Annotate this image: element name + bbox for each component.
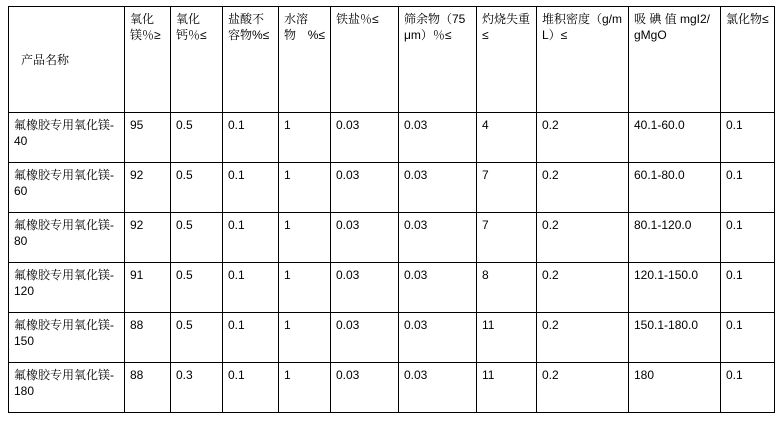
cell-sieve-residue: 0.03	[399, 113, 477, 163]
cell-bulk-density: 0.2	[537, 263, 629, 313]
cell-hcl-insoluble: 0.1	[223, 363, 279, 413]
cell-product-name: 氟橡胶专用氧化镁-40	[9, 113, 125, 163]
table-header	[9, 7, 775, 113]
cell-loss-on-ignition: 11	[477, 313, 537, 363]
cell-chloride: 0.1	[721, 313, 775, 363]
column-header-calcium-oxide: 氧化钙％≤	[171, 7, 223, 113]
cell-bulk-density: 0.2	[537, 113, 629, 163]
column-header-loss-on-ignition: 灼烧失重≤	[477, 7, 537, 113]
cell-loss-on-ignition: 4	[477, 113, 537, 163]
column-header-water-soluble: 水溶物%≤	[279, 7, 331, 113]
cell-product-name: 氟橡胶专用氧化镁-60	[9, 163, 125, 213]
table-row	[9, 363, 775, 413]
cell-water-soluble: 1	[279, 213, 331, 263]
table-row	[9, 263, 775, 313]
cell-loss-on-ignition: 8	[477, 263, 537, 313]
cell-iron-salt: 0.03	[331, 113, 399, 163]
column-header-sieve-residue: 筛余物（75μm）％≤	[399, 7, 477, 113]
column-header-hcl-insoluble: 盐酸不容物%≤	[223, 7, 279, 113]
cell-magnesium-oxide: 88	[125, 313, 171, 363]
cell-iron-salt: 0.03	[331, 363, 399, 413]
cell-chloride: 0.1	[721, 363, 775, 413]
cell-magnesium-oxide: 88	[125, 363, 171, 413]
cell-bulk-density: 0.2	[537, 163, 629, 213]
table-header-row	[9, 7, 775, 113]
cell-iodine-absorption: 80.1-120.0	[629, 213, 721, 263]
cell-hcl-insoluble: 0.1	[223, 313, 279, 363]
table-body	[9, 113, 775, 413]
cell-iodine-absorption: 180	[629, 363, 721, 413]
cell-iron-salt: 0.03	[331, 213, 399, 263]
cell-magnesium-oxide: 92	[125, 213, 171, 263]
cell-product-name: 氟橡胶专用氧化镁-150	[9, 313, 125, 363]
cell-calcium-oxide: 0.5	[171, 313, 223, 363]
cell-loss-on-ignition: 7	[477, 213, 537, 263]
cell-iodine-absorption: 150.1-180.0	[629, 313, 721, 363]
cell-bulk-density: 0.2	[537, 213, 629, 263]
specification-table	[8, 6, 775, 413]
cell-bulk-density: 0.2	[537, 363, 629, 413]
cell-product-name: 氟橡胶专用氧化镁-120	[9, 263, 125, 313]
cell-bulk-density: 0.2	[537, 313, 629, 363]
cell-sieve-residue: 0.03	[399, 213, 477, 263]
column-header-bulk-density: 堆积密度（g/mL）≤	[537, 7, 629, 113]
cell-water-soluble: 1	[279, 113, 331, 163]
cell-chloride: 0.1	[721, 213, 775, 263]
cell-hcl-insoluble: 0.1	[223, 163, 279, 213]
cell-magnesium-oxide: 95	[125, 113, 171, 163]
cell-loss-on-ignition: 11	[477, 363, 537, 413]
cell-iron-salt: 0.03	[331, 163, 399, 213]
cell-iodine-absorption: 120.1-150.0	[629, 263, 721, 313]
cell-water-soluble: 1	[279, 363, 331, 413]
cell-product-name: 氟橡胶专用氧化镁-180	[9, 363, 125, 413]
column-header-iron-salt: 铁盐％≤	[331, 7, 399, 113]
cell-sieve-residue: 0.03	[399, 263, 477, 313]
cell-magnesium-oxide: 91	[125, 263, 171, 313]
cell-water-soluble: 1	[279, 263, 331, 313]
cell-iodine-absorption: 40.1-60.0	[629, 113, 721, 163]
table-row	[9, 163, 775, 213]
cell-water-soluble: 1	[279, 163, 331, 213]
table-row	[9, 213, 775, 263]
cell-calcium-oxide: 0.5	[171, 113, 223, 163]
cell-sieve-residue: 0.03	[399, 313, 477, 363]
cell-calcium-oxide: 0.5	[171, 263, 223, 313]
cell-iron-salt: 0.03	[331, 263, 399, 313]
column-header-chloride: 氯化物≤	[721, 7, 775, 113]
cell-magnesium-oxide: 92	[125, 163, 171, 213]
cell-chloride: 0.1	[721, 113, 775, 163]
table-row	[9, 113, 775, 163]
cell-calcium-oxide: 0.5	[171, 163, 223, 213]
cell-loss-on-ignition: 7	[477, 163, 537, 213]
cell-water-soluble: 1	[279, 313, 331, 363]
cell-chloride: 0.1	[721, 163, 775, 213]
cell-hcl-insoluble: 0.1	[223, 213, 279, 263]
cell-calcium-oxide: 0.3	[171, 363, 223, 413]
cell-hcl-insoluble: 0.1	[223, 263, 279, 313]
cell-sieve-residue: 0.03	[399, 163, 477, 213]
cell-iron-salt: 0.03	[331, 313, 399, 363]
cell-chloride: 0.1	[721, 263, 775, 313]
column-header-magnesium-oxide: 氧化镁％≥	[125, 7, 171, 113]
cell-product-name: 氟橡胶专用氧化镁-80	[9, 213, 125, 263]
column-header-iodine-absorption: 吸 碘 值 mgI2/gMgO	[629, 7, 721, 113]
cell-sieve-residue: 0.03	[399, 363, 477, 413]
cell-calcium-oxide: 0.5	[171, 213, 223, 263]
cell-hcl-insoluble: 0.1	[223, 113, 279, 163]
column-header-product-name: 产品名称	[9, 7, 125, 113]
cell-iodine-absorption: 60.1-80.0	[629, 163, 721, 213]
table-row	[9, 313, 775, 363]
